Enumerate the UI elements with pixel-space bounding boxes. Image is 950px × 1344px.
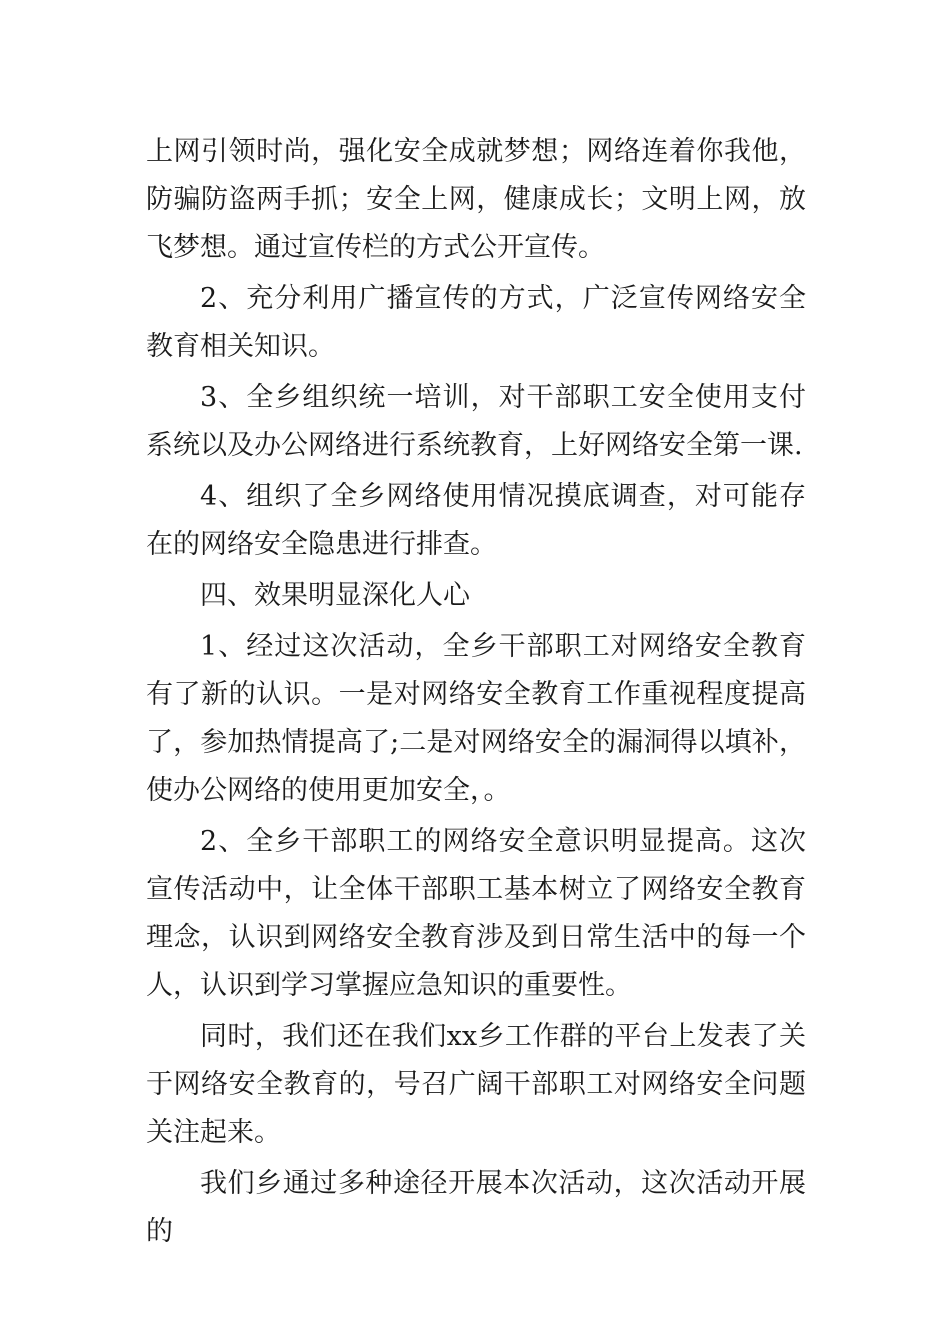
paragraph-result-1: 1、经过这次活动，全乡干部职工对网络安全教育有了新的认识。一是对网络安全教育工作重视程度提高了，参加热情提高了;二是对网络安全的漏洞得以填补，使办公网络的使用更加安全，。 [146,631,806,806]
paragraph-work-group: 同时，我们还在我们xx乡工作群的平台上发表了关于网络安全教育的，号召广阔干部职工对网络安全问题关注起来。 [146,1021,806,1148]
paragraph-item-3-training: 3、全乡组织统一培训，对干部职工安全使用支付系统以及办公网络进行系统教育，上好网络安全第一课. [146,382,806,461]
section-heading-results: 四、效果明显深化人心 [200,580,470,611]
paragraph-item-2-broadcast: 2、充分利用广播宣传的方式，广泛宣传网络安全教育相关知识。 [146,283,806,362]
paragraph-slogans: 上网引领时尚，强化安全成就梦想；网络连着你我他，防骗防盗两手抓；安全上网，健康成长；文明上网，放飞梦想。通过宣传栏的方式公开宣传。 [146,136,806,263]
paragraph-item-4-survey: 4、组织了全乡网络使用情况摸底调查，对可能存在的网络安全隐患进行排查。 [146,481,806,560]
document-body [146,128,806,1259]
paragraph-conclusion-start: 我们乡通过多种途径开展本次活动，这次活动开展的 [146,1168,806,1247]
paragraph-result-2: 2、全乡干部职工的网络安全意识明显提高。这次宣传活动中，让全体干部职工基本树立了网络安全教育理念，认识到网络安全教育涉及到日常生活中的每一个人，认识到学习掌握应急知识的重要性。 [146,826,806,1001]
